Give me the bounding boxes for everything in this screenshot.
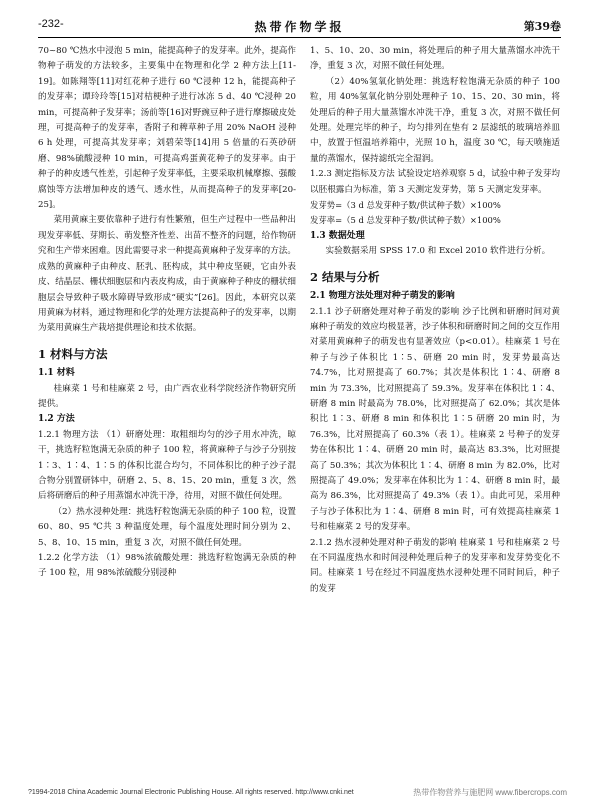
section-1-2-1-text-2: （2）热水浸种处理：挑选籽粒饱满无杂质的种子 100 粒，设置 60、80、95 ℃共 3 种温度处理，每个温度处理时间分别为 2、5、8、10、15 min，重复 3 次，对照不做任何处理。 <box>38 506 296 548</box>
intro-paragraph-2: 菜用黄麻主要依靠种子进行有性繁殖，但生产过程中一些品种出现发芽率低、芽期长、萌发整齐性差、出苗不整齐的问题，给作物研究和生产带来困难。因此需要寻求一种提高黄麻种子发芽率的方法。成熟的黄麻种子由种皮、胚乳、胚构成，其中种皮坚硬，它由外表皮、结晶层、栅状细胞层和内表皮构成，由于黄麻种子种皮的栅状细胞层会导致种子吸水障碍导致形成“硬实”[26]。因此，本研究以菜用黄麻为材料，通过物理和化学的处理方法提高种子的发芽率，以期为菜用黄麻生产栽培提供理论和技术依据。 <box>38 215 296 334</box>
site-link[interactable]: http://www.cnki.net <box>295 789 354 796</box>
section-1-1-text: 桂麻菜 1 号和桂麻菜 2 号，由广西农业科学院经济作物研究所提供。 <box>38 383 296 409</box>
section-2-1-title: 2.1 物理方法处理对种子萌发的影响 <box>310 291 455 302</box>
formula-germination-rate: 发芽率=（5 d 总发芽种子数/供试种子数）×100% <box>310 215 501 226</box>
page-number: -232- <box>38 18 64 30</box>
copyright-notice <box>28 789 354 796</box>
section-1-2-2-text: 1.2.2 化学方法 （1）98%浓硫酸处理：挑选籽粒饱满无杂质的种子 100 粒，用 98%浓硫酸分别浸种 <box>38 553 296 579</box>
page-header <box>38 18 561 34</box>
right-paragraph-1: 1、5、10、20、30 min，将处理后的种子用大量蒸馏水冲洗干净，重复 3 次，对照不做任何处理。 <box>310 46 560 72</box>
section-2-1-1-text: 2.1.1 沙子研磨处理对种子萌发的影响 沙子比例和研磨时间对黄麻种子萌发的效应均极显著，沙子体积和研磨时间之间的交互作用对菜用黄麻种子的萌发也有显著效应（p<0.01）。桂麻菜 1 号在种子与沙子体积比 1∶5、研磨 20 min 时，发芽势最高达 74.7%，比对照提高了 60.7%；其次是体积比 1∶4、研磨 8 min 为 73.3%，比对照提高了 59.3%。发芽率在体积比 1∶4、研磨 8 min 时最高为 78.0%，比对照提高了 62.0%；其次是体积比 1∶3、研磨 8 min 和体积比 1∶5 研磨 20 min 时，为 76.3%，比对照提高了 60.3%（表 1）。桂麻菜 2 号种子的发芽势在体积比 1∶4、研磨 20 min 时，最高达 83.3%，比对照提高了 50.3%；其次为体积比 1∶4、研磨 8 min 为 82.0%，比对照提高了 49.0%；发芽率在体积比为 1∶4、研磨 8 min 时，最高为 86.3%，比对照提高了 49.3%（表 1）。由此可见，采用种子与沙子体积比为 1∶4、研磨 8 min 时，可有效提高桂麻菜 1 号和桂麻菜 2 号的发芽率。 <box>310 306 560 533</box>
right-column <box>310 44 560 597</box>
copyright-text: ?1994-2018 China Academic Journal Electronic Publishing House. All rights reserved. <box>28 789 294 796</box>
section-1-1-title: 1.1 材料 <box>38 368 75 379</box>
journal-title: 热带作物学报 <box>254 20 345 34</box>
section-1-2-3-text: 1.2.3 测定指标及方法 试验设定培养观察 5 d，试验中种子发芽均以胚根露白为标准，第 3 天测定发芽势，第 5 天测定发芽率。 <box>310 169 561 195</box>
section-2-title: 2 结果与分析 <box>310 269 380 284</box>
left-column <box>38 44 296 582</box>
intro-paragraph-1: 70~80 ℃热水中浸泡 5 min，能提高种子的发芽率。此外，提高作物种子萌发的方法较多，主要集中在物理和化学 2 种方法上[11-19]。如陈翔等[11]对红花种子进行 60 ℃浸种 12 h，能提高种子的发芽率；谭玲玲等[15]对桔梗种子进行冰冻 5 d、40 ℃浸种 20 min，可提高种子发芽率；汤前等[16]对野豌豆种子进行摩擦破皮处理，可提高种子的发芽率，香附子和稗草种子用 20% NaOH 浸种 6 h 处理，可提高其发芽率；刘碧荣等[14]用 5 倍量的石英砂研磨、98%硫酸浸种 10 min，可提高鸡蛋黄花种子的发芽率。由于种子的种皮透气性差，引起种子发芽率低，主要采取机械摩擦、强酸腐蚀等方法增加种皮的透气、透水性，从而提高种子的发芽率[20-25]。 <box>38 46 296 211</box>
section-1-2-title: 1.2 方法 <box>38 414 75 425</box>
section-1-title: 1 材料与方法 <box>38 346 108 361</box>
header-rule <box>38 37 561 38</box>
section-1-3-text: 实验数据采用 SPSS 17.0 和 Excel 2010 软件进行分析。 <box>325 246 551 257</box>
section-1-3-title: 1.3 数据处理 <box>310 230 365 241</box>
volume-label: 第39卷 <box>523 20 561 33</box>
section-1-2-1-text: 1.2.1 物理方法 （1）研磨处理：取粗细均匀的沙子用水冲洗，晾干，挑选籽粒饱满无杂质的种子 100 粒，将黄麻种子与沙子分别按 1∶3、1∶4、1∶5 的体积比混合均匀，不同体积比的种子沙子混合物分别置研钵中，研磨 2、5、8、15、20 min，重复 3 次，然后将研磨后的种子用蒸馏水冲洗干净，待用，对照不做任何处理。 <box>38 429 296 502</box>
section-2-1-2-text: 2.1.2 热水浸种处理对种子萌发的影响 桂麻菜 1 号和桂麻菜 2 号在不同温度热水和时间浸种处理后种子的发芽率和发芽势变化不同。桂麻菜 1 号在经过不同温度热水浸种处理不同时间后，种子的发芽 <box>310 537 560 594</box>
right-paragraph-2: （2）40%氢氧化钠处理：挑选籽粒饱满无杂质的种子 100 粒，用 40%氢氧化钠分别处理种子 10、15、20、30 min，将处理后的种子用大量蒸馏水冲洗干净，重复 3 次，对照不做任何处理。处理完毕的种子，均匀排列在垫有 2 层滤纸的玻璃培养皿中，放置于恒温培养箱中，光照 10 h，温度 30 ℃，每天喷施适量的蒸馏水，保持滤纸完全湿润。 <box>310 76 560 164</box>
formula-germination-potential: 发芽势=（3 d 总发芽种子数/供试种子数）×100% <box>310 200 501 211</box>
watermark-text: 热带作物营养与施肥网 www.fibercrops.com <box>413 788 567 797</box>
